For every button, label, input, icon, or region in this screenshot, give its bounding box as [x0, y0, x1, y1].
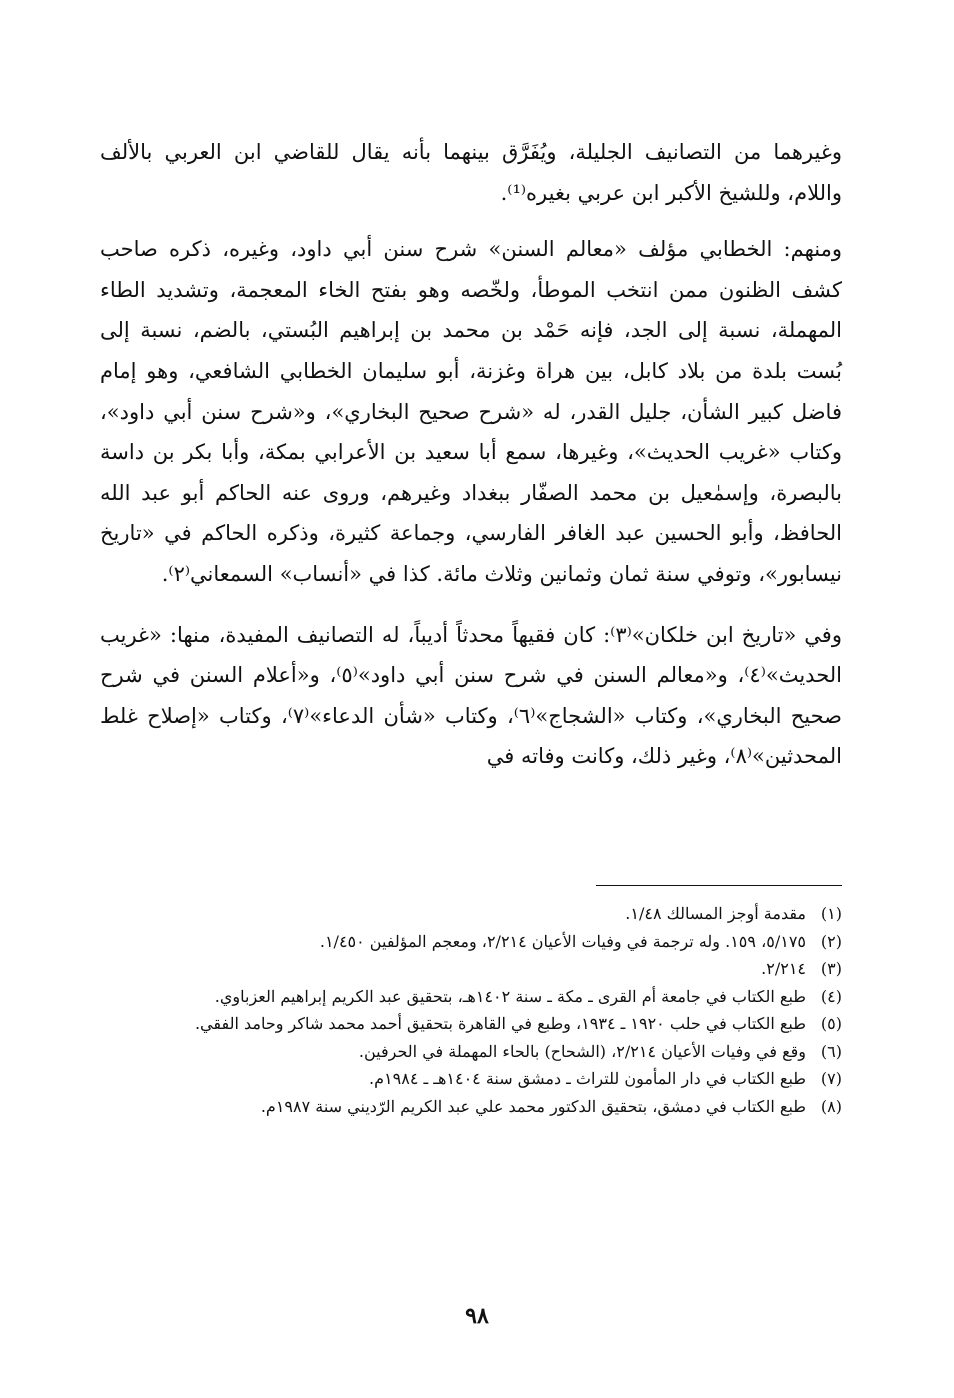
footnote-number: (٤): [820, 986, 842, 1006]
body-paragraph-2: ومنهم: الخطابي مؤلف «معالم السنن» شرح سنن أبي داود، وغيره، ذكره صاحب كشف الظنون ممن انتخب الموطأ، ولخّصه وهو بفتح الخاء المعجمة، وتشديد الطاء المهملة، نسبة إلى الجد، فإنه حَمْد بن محمد بن إبراهيم البُستي، بالضم، نسبة إلى بُست بلدة من بلاد كابل، بين هراة وغزنة، أبو سليمان الخطابي الشافعي، وهو إمام فاضل كبير الشأن، جليل القدر، له «شرح صحيح البخاري»، و«شرح سنن أبي داود»، وكتاب «غريب الحديث»، وغيرها، سمع أبا سعيد بن الأعرابي بمكة، وأبا بكر بن داسة بالبصرة، وإسمٰعيل بن محمد الصفّار ببغداد وغيرهم، وروى عنه الحاكم أبو عبد الله الحافظ، وأبو الحسين عبد الغافر الفارسي، وجماعة كثيرة، وذكره الحاكم في «تاريخ نيسابور»، وتوفي سنة ثمان وثمانين وثلاث مائة. كذا في «أنساب» السمعاني⁽٢⁾.: [100, 237, 842, 586]
page-number: ٩٨: [465, 1303, 489, 1329]
footnote-separator: [596, 885, 842, 886]
footnote-4: [100, 983, 842, 1011]
footnote-5: [100, 1010, 842, 1038]
footnote-number: (٦): [820, 1041, 842, 1061]
footnote-number: (٧): [820, 1069, 842, 1088]
footnote-number: (٨): [820, 1096, 842, 1116]
footnote-number: (٣): [820, 959, 842, 978]
footnote-text: مقدمة أوجز المسالك ١/٤٨.: [625, 904, 806, 923]
main-text: [100, 132, 842, 777]
footnote-8: [100, 1093, 842, 1121]
footnote-number: (١): [820, 904, 842, 923]
footnotes: [100, 900, 842, 1120]
footnote-text: طبع الكتاب في حلب ١٩٢٠ ـ ١٩٣٤، وطبع في القاهرة بتحقيق أحمد محمد شاكر وحامد الفقي.: [194, 1014, 806, 1033]
footnote-3: [100, 955, 842, 983]
body-paragraph-1: وغيرهما من التصانيف الجليلة، ويُفَرَّق بينهما بأنه يقال للقاضي ابن العربي بالألف واللام، وللشيخ الأكبر ابن عربي بغيره⁽¹⁾.: [100, 140, 842, 205]
footnote-text: ٢/٢١٤.: [761, 959, 806, 978]
footnote-2: [100, 928, 842, 956]
footnote-text: طبع الكتاب في دار المأمون للتراث ـ دمشق سنة ١٤٠٤هـ ـ ١٩٨٤م.: [369, 1069, 806, 1088]
footnote-number: (٥): [820, 1014, 842, 1033]
footnote-7: [100, 1065, 842, 1093]
footnote-text: ٥/١٧٥، ١٥٩. وله ترجمة في وفيات الأعيان ٢/٢١٤، ومعجم المؤلفين ١/٤٥٠.: [319, 931, 806, 951]
footnote-text: وقع في وفيات الأعيان ٢/٢١٤، (الشحاح) بالحاء المهملة في الحرفين.: [358, 1041, 806, 1061]
footnote-text: طبع الكتاب في جامعة أم القرى ـ مكة ـ سنة ١٤٠٢هـ، بتحقيق عبد الكريم إبراهيم العزباوي.: [214, 986, 806, 1006]
footnote-number: (٢): [820, 931, 842, 951]
footnote-1: [100, 900, 842, 928]
body-paragraph-3: وفي «تاريخ ابن خلكان»⁽٣⁾: كان فقيهاً محدثاً أديباً، له التصانيف المفيدة، منها: «غريب الحديث»⁽٤⁾، و«معالم السنن في شرح سنن أبي داود»⁽٥⁾، و«أعلام السنن في شرح صحيح البخاري»، وكتاب «الشجاج»⁽٦⁾، وكتاب «شأن الدعاء»⁽٧⁾، وكتاب «إصلاح غلط المحدثين»⁽٨⁾، وغير ذلك، وكانت وفاته في: [100, 622, 842, 769]
footnote-6: [100, 1038, 842, 1066]
footnote-text: طبع الكتاب في دمشق، بتحقيق الدكتور محمد علي عبد الكريم الرّديني سنة ١٩٨٧م.: [260, 1096, 806, 1116]
